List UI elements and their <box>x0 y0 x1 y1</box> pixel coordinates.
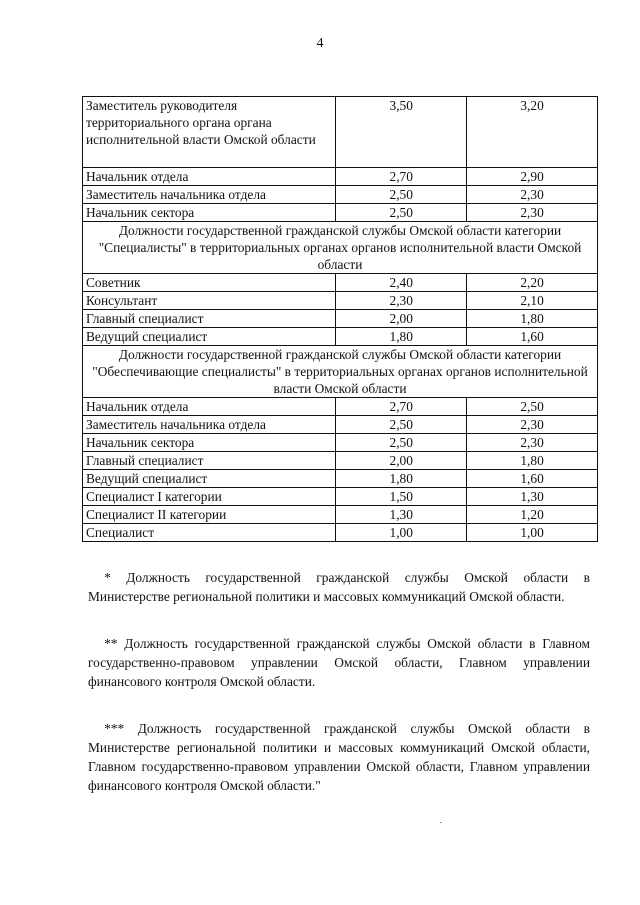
table-section-header <box>83 346 598 398</box>
table-row <box>83 97 598 168</box>
table-row <box>83 292 598 310</box>
position-name: Начальник сектора <box>83 434 336 452</box>
coefficient-value-2: 2,30 <box>467 434 598 452</box>
table-row <box>83 506 598 524</box>
coefficient-value-2: 2,50 <box>467 398 598 416</box>
position-name: Консультант <box>83 292 336 310</box>
coefficient-value-1: 2,40 <box>336 274 467 292</box>
coefficient-value-1: 3,50 <box>336 97 467 168</box>
coefficient-value-2: 1,00 <box>467 524 598 542</box>
coefficient-value-2: 1,80 <box>467 452 598 470</box>
coefficient-value-1: 2,70 <box>336 398 467 416</box>
position-name: Специалист <box>83 524 336 542</box>
coefficient-value-2: 2,90 <box>467 168 598 186</box>
coefficient-value-1: 2,50 <box>336 186 467 204</box>
coefficient-value-2: 1,20 <box>467 506 598 524</box>
table-row <box>83 434 598 452</box>
table-row <box>83 452 598 470</box>
table-section-header <box>83 222 598 274</box>
position-name: Ведущий специалист <box>83 470 336 488</box>
table-row <box>83 416 598 434</box>
position-name: Начальник сектора <box>83 204 336 222</box>
table-row <box>83 470 598 488</box>
position-name: Начальник отдела <box>83 398 336 416</box>
position-name: Специалист II категории <box>83 506 336 524</box>
footnote-2: ** Должность государственной гражданской службы Омской области в Главном государственно-правовом управлении Омской области, Главном управлении финансового контроля Омской области. <box>88 636 590 689</box>
footnotes <box>88 568 590 823</box>
coefficient-value-2: 2,20 <box>467 274 598 292</box>
coefficient-value-1: 2,70 <box>336 168 467 186</box>
position-name: Заместитель начальника отдела <box>83 416 336 434</box>
table-row <box>83 524 598 542</box>
table-row <box>83 398 598 416</box>
position-name: Главный специалист <box>83 452 336 470</box>
table-row <box>83 168 598 186</box>
coefficient-value-1: 1,30 <box>336 506 467 524</box>
coefficient-value-2: 1,60 <box>467 470 598 488</box>
coefficient-value-1: 2,50 <box>336 434 467 452</box>
coefficient-value-2: 2,30 <box>467 416 598 434</box>
table-row <box>83 488 598 506</box>
position-name: Главный специалист <box>83 310 336 328</box>
coefficient-value-2: 2,30 <box>467 204 598 222</box>
section-header-text: Должности государственной гражданской службы Омской области категории "Специалисты" в территориальных органах органов исполнительной власти Омской области <box>83 222 598 274</box>
coefficient-value-2: 1,30 <box>467 488 598 506</box>
page-number: 4 <box>316 36 324 51</box>
table-row <box>83 204 598 222</box>
coefficient-value-1: 1,00 <box>336 524 467 542</box>
position-name: Заместитель начальника отдела <box>83 186 336 204</box>
coefficient-value-2: 1,80 <box>467 310 598 328</box>
coefficient-value-1: 1,50 <box>336 488 467 506</box>
coefficient-value-1: 2,50 <box>336 204 467 222</box>
coefficient-value-2: 3,20 <box>467 97 598 168</box>
coefficient-value-1: 2,00 <box>336 310 467 328</box>
footnote-3: *** Должность государственной гражданской службы Омской области в Министерстве региональной политики и массовых коммуникаций Омской области, Главном государственно-правовом управлении Омской области, Главном управлении финансового контроля Омской области." <box>88 721 590 793</box>
coefficients-table-body <box>83 97 598 542</box>
table-row <box>83 274 598 292</box>
position-name: Начальник отдела <box>83 168 336 186</box>
coefficient-value-1: 2,50 <box>336 416 467 434</box>
coefficient-value-1: 1,80 <box>336 470 467 488</box>
position-name: Заместитель руководителя территориального органа органа исполнительной власти Омской области <box>83 97 336 168</box>
coefficient-value-2: 1,60 <box>467 328 598 346</box>
position-name: Ведущий специалист <box>83 328 336 346</box>
footnote-1: * Должность государственной гражданской службы Омской области в Министерстве региональной политики и массовых коммуникаций Омской области. <box>88 570 590 604</box>
scan-speck <box>440 822 442 823</box>
coefficient-value-1: 1,80 <box>336 328 467 346</box>
table-row <box>83 310 598 328</box>
coefficient-value-2: 2,30 <box>467 186 598 204</box>
coefficient-value-2: 2,10 <box>467 292 598 310</box>
section-header-text: Должности государственной гражданской службы Омской области категории "Обеспечивающие специалисты" в территориальных органах органов исполнительной власти Омской области <box>83 346 598 398</box>
position-name: Советник <box>83 274 336 292</box>
coefficient-value-1: 2,00 <box>336 452 467 470</box>
table-row <box>83 186 598 204</box>
table-row <box>83 328 598 346</box>
coefficients-table <box>82 96 598 542</box>
coefficient-value-1: 2,30 <box>336 292 467 310</box>
position-name: Специалист I категории <box>83 488 336 506</box>
